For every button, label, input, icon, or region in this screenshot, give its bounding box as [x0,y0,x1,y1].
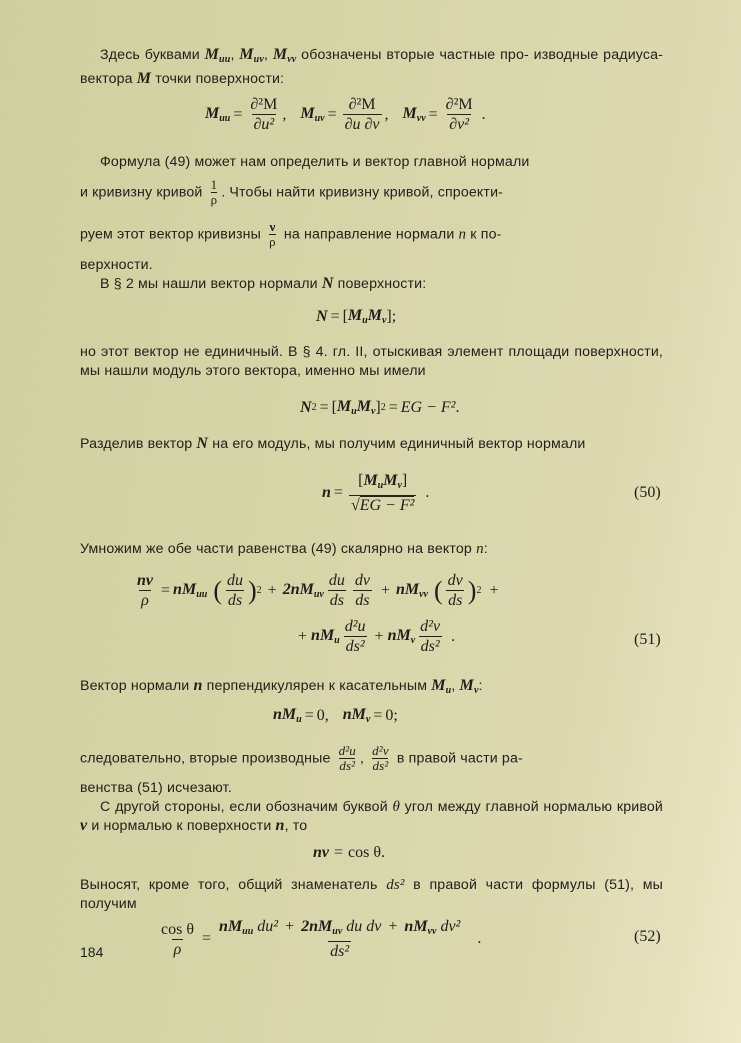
symbol-n: n [275,816,285,834]
text: на его модуль, мы получим единичный вектор нормали [212,436,586,452]
text: изводные радиуса-вектора [80,47,664,87]
text: . Чтобы найти кривизну кривой, спроекти- [221,184,504,201]
text: в правой части ра- [396,750,523,767]
symbol-n: n [476,541,484,557]
symbol-theta: θ [392,799,400,815]
paragraph-7: Вектор нормали n перпендикулярен к касательным $M_u$, $M_v$: [80,677,483,696]
equation-perpendicular: $nM_u$ = 0 , $nM_v$ = 0 ; [273,706,398,725]
page-number: 184 [80,944,104,960]
equation-51-line-1: $\frac{n\nu}{\rho}$ = $nM_{uu}$ ( $\frac{du}{ds}$ ) 2 + $2nM_{uv}$ $\frac{du}{ds}$ $\frac{dv}{ds}$ + $nM_{vv}$ ( $\frac{dv}{ds}$ ) 2 + [137,572,499,609]
text: В § 2 мы нашли вектор нормали [100,276,318,292]
paragraph-3 [80,275,663,294]
text: Вектор нормали [80,678,190,694]
fraction-d2u-ds2: $\frac{\text{d²u}}{\text{ds²}}$ [338,743,356,773]
symbol-M-uv: $M_{uv}$ [239,46,264,65]
equation-number-52: (52) [634,928,661,945]
equation-second-derivatives: $M_{uu}$ = $\frac{\text{∂²M}}{\text{∂u²}}$ , $M_{uv}$ = $\frac{\text{∂²M}}{\partial u \partial v}$ , $M_{vv}$ = $\frac{\text{∂²M}}{\text{∂v²}}$ . [205,96,486,133]
fraction-d2v-ds2: $\frac{\text{d²v}}{\text{ds²}}$ [372,743,389,773]
paragraph-10 [80,876,663,913]
text: Здесь буквами [100,47,200,63]
text: в правой части формулы (51), мы получим [80,877,664,912]
text: Умножим же обе части равенства (49) скалярно на вектор [80,541,472,557]
equation-modulus: N 2 = [ $M_u$ $M_v$ ] 2 = EG − F² . [300,398,460,417]
symbol-M-u: $M_u$ [431,677,452,696]
symbol-N: N [196,435,209,452]
text: Разделив вектор [80,436,193,452]
text: С другой стороны, если обозначим буквой [100,799,388,815]
symbol-n: n [458,226,467,243]
equation-50: n = $\frac{[M_uM_v]}{\text{√EG − F²}}$ . [322,472,430,514]
symbol-M-uu: $M_{uu}$ [204,46,231,65]
paragraph-6: Умножим же обе части равенства (49) скалярно на вектор n: [80,541,488,557]
equation-normal-vector: N = [ $M_u$ $M_v$ ] ; [316,307,397,326]
text: на направление нормали [283,226,455,243]
text: следовательно, вторые производные [80,750,331,767]
equation-number-50: (50) [634,484,661,501]
equation-52: $\frac{\text{cos θ}}{\rho}$ = $nM_{uu}$ $du^2 + 2nM_{uv}$ du dv + $nM_{vv}$ dv² ds² . [161,918,482,960]
equation-number-51: (51) [634,631,661,648]
paragraph-2-line-3 [80,220,663,249]
paragraph-9 [80,798,663,835]
paragraph-8-line-2 [80,779,663,798]
text: Формула (49) может нам определить и вектор главной нормали [100,154,530,170]
paragraph-2-line-2 [80,178,663,207]
text: верхности. [80,257,153,273]
text: и кривизну кривой [80,184,203,201]
equation-51-line-2: + $nM_u$ $\frac{\text{d²u}}{\text{ds²}}$ + $nM_v$ $\frac{\text{d²v}}{\text{ds²}}$ . [298,618,456,655]
text: точки поверхности: [155,70,285,87]
text: Выносят, кроме того, общий знаменатель [80,877,378,893]
symbol-n: n [193,677,203,694]
paragraph-8: следовательно, вторые производные $\frac{\text{d²u}}{\text{ds²}}$ , $\frac{\text{d²v}}{\text{ds²}}$ в правой части ра- [80,743,523,773]
fraction-1-over-rho: $\frac{1}{\rho}$ [210,177,218,207]
fraction-nu-over-rho: $\frac{\nu}{\rho}$ [269,219,276,249]
text: обозначены вторые частные про- [301,47,529,63]
equation-cos-theta: nν = cos θ . [313,844,386,861]
text: венства (51) исчезают. [80,780,232,796]
symbol-M-v: $M_v$ [459,677,479,696]
symbol-N: N [321,275,334,292]
paragraph-2 [80,153,663,172]
paragraph-5 [80,435,663,454]
symbol-M-vv: $M_{vv}$ [272,46,297,65]
text: , то [284,817,308,834]
text: и нормалью к поверхности [91,817,272,834]
text: руем этот вектор кривизны [80,226,262,243]
paragraph-4 [80,343,663,380]
paragraph-1: Здесь буквами $M_{uu}$, $M_{uv}$, $M_{vv}$ обозначены вторые частные про- изводные радиуса-вектора M точки поверхности: [80,46,664,87]
symbol-nu: ν [80,816,88,834]
text: поверхности: [337,276,427,292]
text: к по- [470,226,502,243]
symbol-ds2: ds² [386,877,405,893]
paragraph-2-line-4 [80,256,663,275]
symbol-M: M [136,69,152,87]
text: но этот вектор не единичный. В § 4. гл. II, отыскивая элемент площади поверхности, мы нашли модуль этого вектора, именно мы имели [80,344,663,379]
text: перпендикулярен к касательным [206,678,428,694]
text: угол между главной нормалью кривой [404,799,663,815]
